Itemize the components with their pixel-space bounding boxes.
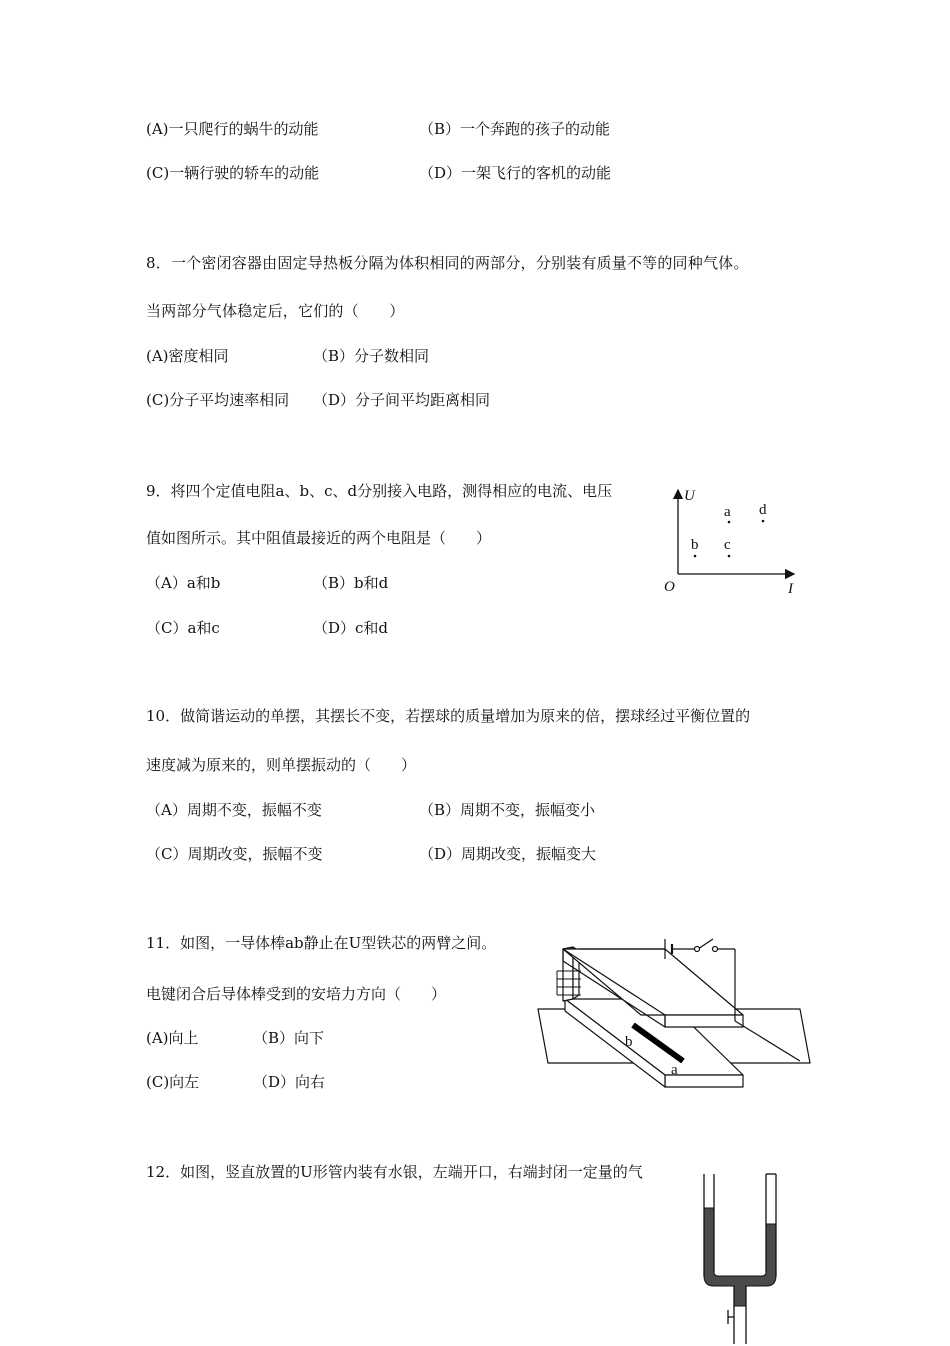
x-axis-label: I (788, 581, 793, 597)
q11-option-d: （D）向右 (253, 1073, 326, 1091)
q7-option-c: (C)一辆行驶的轿车的动能 (146, 164, 320, 182)
q9-option-d: （D）c和d (313, 619, 389, 637)
q11-option-a: (A)向上 (146, 1029, 199, 1047)
q10-option-a: （A）周期不变，振幅不变 (146, 801, 322, 819)
point-d-label: d (759, 502, 767, 518)
wire-to-rail (735, 1021, 800, 1061)
q11-option-b: （B）向下 (253, 1029, 325, 1047)
mercury-column (704, 1208, 776, 1306)
q9-option-c: （C）a和c (146, 619, 220, 637)
y-axis-label: U (684, 488, 695, 504)
q8-option-c: (C)分子平均速率相同 (146, 391, 290, 409)
switch-contact (713, 947, 718, 952)
point-a (728, 521, 731, 524)
switch-pivot (695, 947, 700, 952)
q11-stem-line1: 11．如图，一导体棒ab静止在U型铁芯的两臂之间。 (146, 934, 497, 952)
q7-option-a: (A)一只爬行的蜗牛的动能 (146, 120, 319, 138)
switch-blade (698, 939, 713, 949)
q10-option-d: （D）周期改变，振幅变大 (419, 845, 597, 863)
q11-option-c: (C)向左 (146, 1073, 200, 1091)
q8-option-b: （B）分子数相同 (313, 347, 430, 365)
u-tube-figure (700, 1172, 780, 1346)
q11-stem-line2: 电键闭合后导体棒受到的安培力方向（ ） (146, 985, 447, 1003)
point-b-label: b (691, 537, 699, 553)
point-c (728, 555, 731, 558)
upper-arm-front (665, 1015, 743, 1027)
q7-option-d: （D）一架飞行的客机的动能 (419, 164, 612, 182)
q7-option-b: （B）一个奔跑的孩子的动能 (419, 120, 611, 138)
q8-option-a: (A)密度相同 (146, 347, 229, 365)
point-b (694, 555, 697, 558)
point-d (762, 520, 765, 523)
q9-stem-line2: 值如图所示。其中阻值最接近的两个电阻是（ ） (146, 529, 492, 547)
point-a-label: a (724, 504, 731, 520)
ui-graph-figure (660, 480, 800, 605)
rod-label-b: b (625, 1034, 633, 1050)
q9-stem-line1: 9．将四个定值电阻a、b、c、d分别接入电路，测得相应的电流、电压 (146, 482, 613, 500)
q10-stem-line2: 速度减为原来的，则单摆振动的（ ） (146, 756, 417, 774)
q10-option-c: （C）周期改变，振幅不变 (146, 845, 323, 863)
rod-label-a: a (671, 1062, 678, 1078)
q9-option-a: （A）a和b (146, 574, 221, 592)
q10-option-b: （B）周期不变，振幅变小 (419, 801, 596, 819)
iron-core-figure (535, 935, 815, 1095)
q10-stem-line1: 10．做简谐运动的单摆，其摆长不变，若摆球的质量增加为原来的倍，摆球经过平衡位置的 (146, 707, 751, 725)
q8-stem-line1: 8．一个密闭容器由固定导热板分隔为体积相同的两部分，分别装有质量不等的同种气体。 (146, 254, 749, 272)
point-c-label: c (724, 537, 731, 553)
q9-option-b: （B）b和d (313, 574, 389, 592)
q8-option-d: （D）分子间平均距离相同 (313, 391, 491, 409)
origin-label: O (664, 579, 675, 595)
q8-stem-line2: 当两部分气体稳定后，它们的（ ） (146, 302, 405, 320)
q12-stem-line1: 12．如图，竖直放置的U形管内装有水银，左端开口，右端封闭一定量的气 (146, 1163, 643, 1181)
